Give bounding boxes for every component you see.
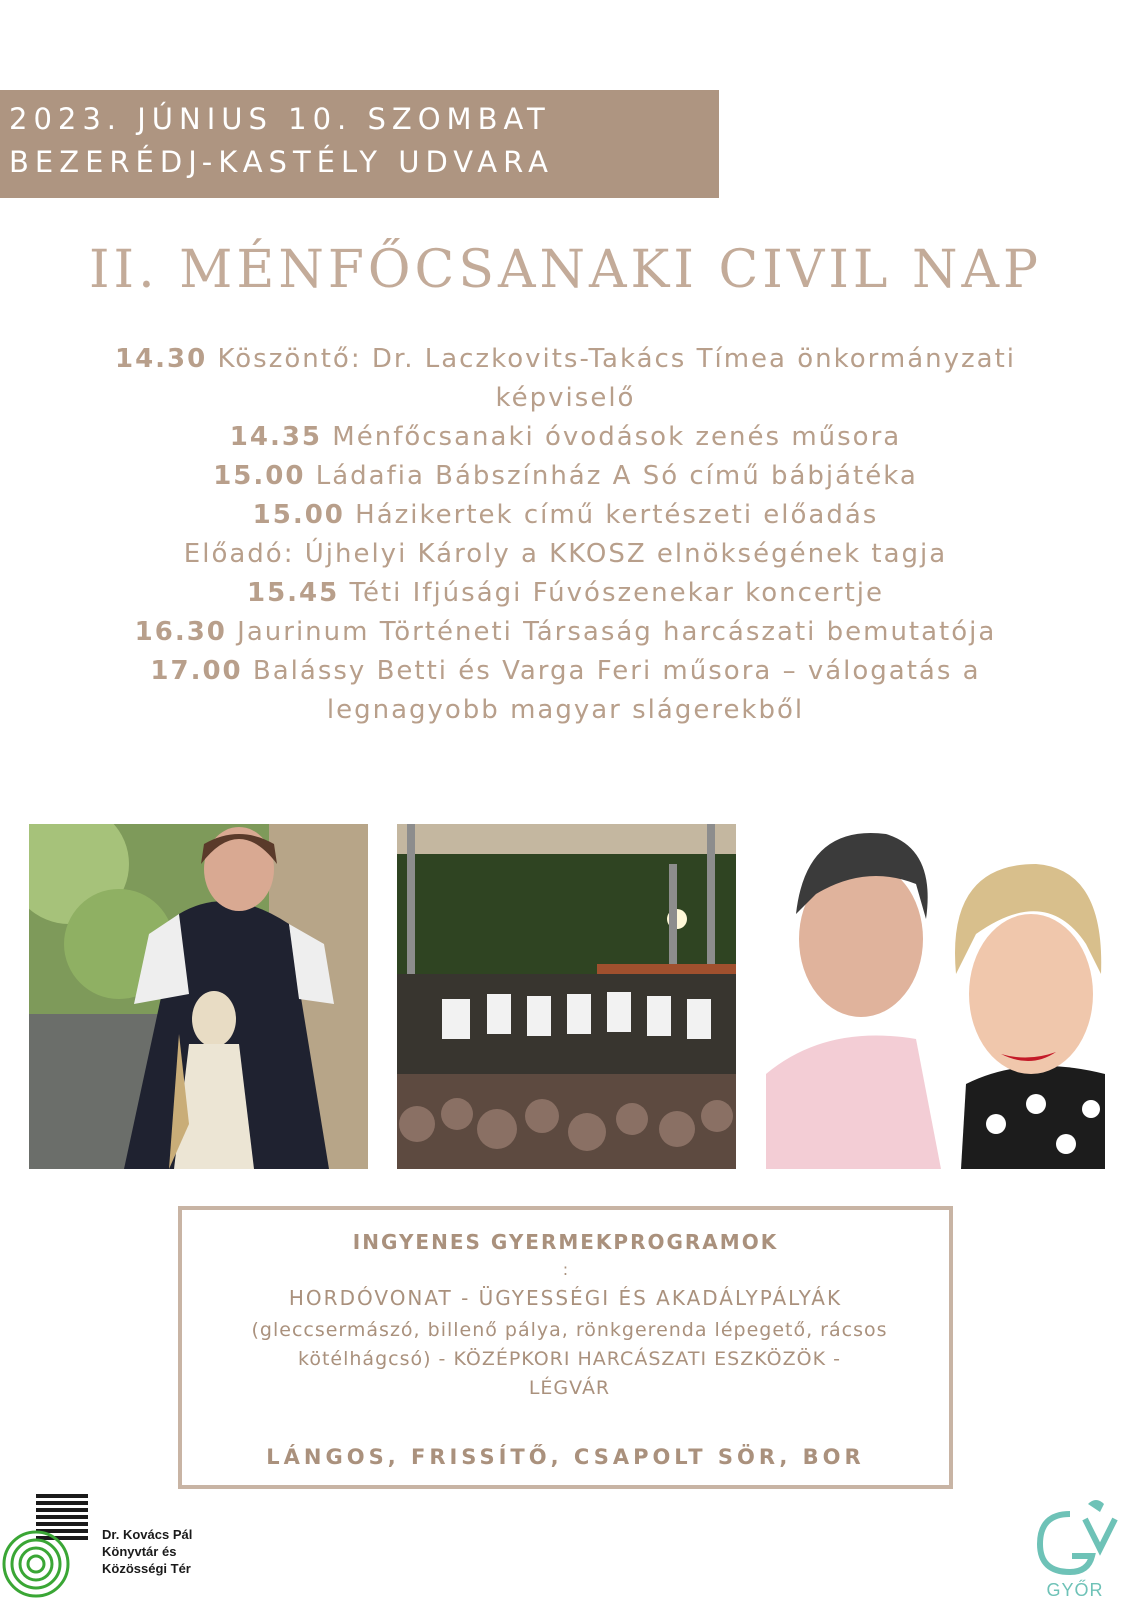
program-item: 16.30 Jaurinum Történeti Társaság harcászati bemutatója	[134, 617, 997, 647]
kids-programs-box	[178, 1206, 953, 1489]
program-list	[80, 340, 1051, 730]
library-logo-icon	[0, 1490, 100, 1600]
program-item: 14.35 Ménfőcsanaki óvodások zenés műsora	[229, 422, 902, 452]
singers-photo	[766, 824, 1105, 1169]
program-item: 15.00 Ládafia Bábszínház A Só című bábjátéka	[213, 461, 918, 491]
event-title: II. MÉNFŐCSANAKI CIVIL NAP	[88, 240, 1042, 300]
food-drinks-line: LÁNGOS, FRISSÍTŐ, CSAPOLT SÖR, BOR	[266, 1445, 865, 1469]
gyor-logo-icon	[1030, 1494, 1120, 1580]
library-name: Dr. Kovács Pál Könyvtár és Közösségi Tér	[102, 1527, 193, 1576]
date-venue-banner	[0, 90, 719, 198]
gyor-logo-label: GYŐR	[1046, 1580, 1104, 1600]
program-item: legnagyobb magyar slágerekből	[326, 695, 805, 725]
kids-programs-heading: INGYENES GYERMEKPROGRAMOK	[352, 1230, 779, 1254]
kids-programs-activities: HORDÓVONAT - ÜGYESSÉGI ÉS AKADÁLYPÁLYÁK	[288, 1286, 843, 1310]
program-item: 15.00 Házikertek című kertészeti előadás	[252, 500, 879, 530]
kids-programs-colon: :	[562, 1260, 569, 1279]
orchestra-photo	[397, 824, 736, 1169]
program-item: Előadó: Újhelyi Károly a KKOSZ elnökségének tagja	[183, 539, 948, 569]
event-date: 2023. JÚNIUS 10. SZOMBAT	[9, 102, 551, 136]
library-logo	[0, 1490, 240, 1600]
event-venue: BEZERÉDJ-KASTÉLY UDVARA	[9, 145, 554, 179]
program-item: 14.30 Köszöntő: Dr. Laczkovits-Takács Tímea önkormányzati	[114, 344, 1017, 374]
program-item: 17.00 Balássy Betti és Varga Feri műsora – válogatás a	[150, 656, 981, 686]
gyor-city-logo	[1030, 1494, 1120, 1600]
program-item: 15.45 Téti Ifjúsági Fúvószenekar koncertje	[246, 578, 885, 608]
puppet-show-photo	[29, 824, 368, 1169]
program-item: képviselő	[495, 383, 636, 413]
kids-programs-details: (gleccsermászó, billenő pálya, rönkgerenda lépegető, rácsos kötélhágcsó) - KÖZÉPKORI HARCÁSZATI ESZKÖZÖK - LÉGVÁR	[251, 1319, 888, 1399]
